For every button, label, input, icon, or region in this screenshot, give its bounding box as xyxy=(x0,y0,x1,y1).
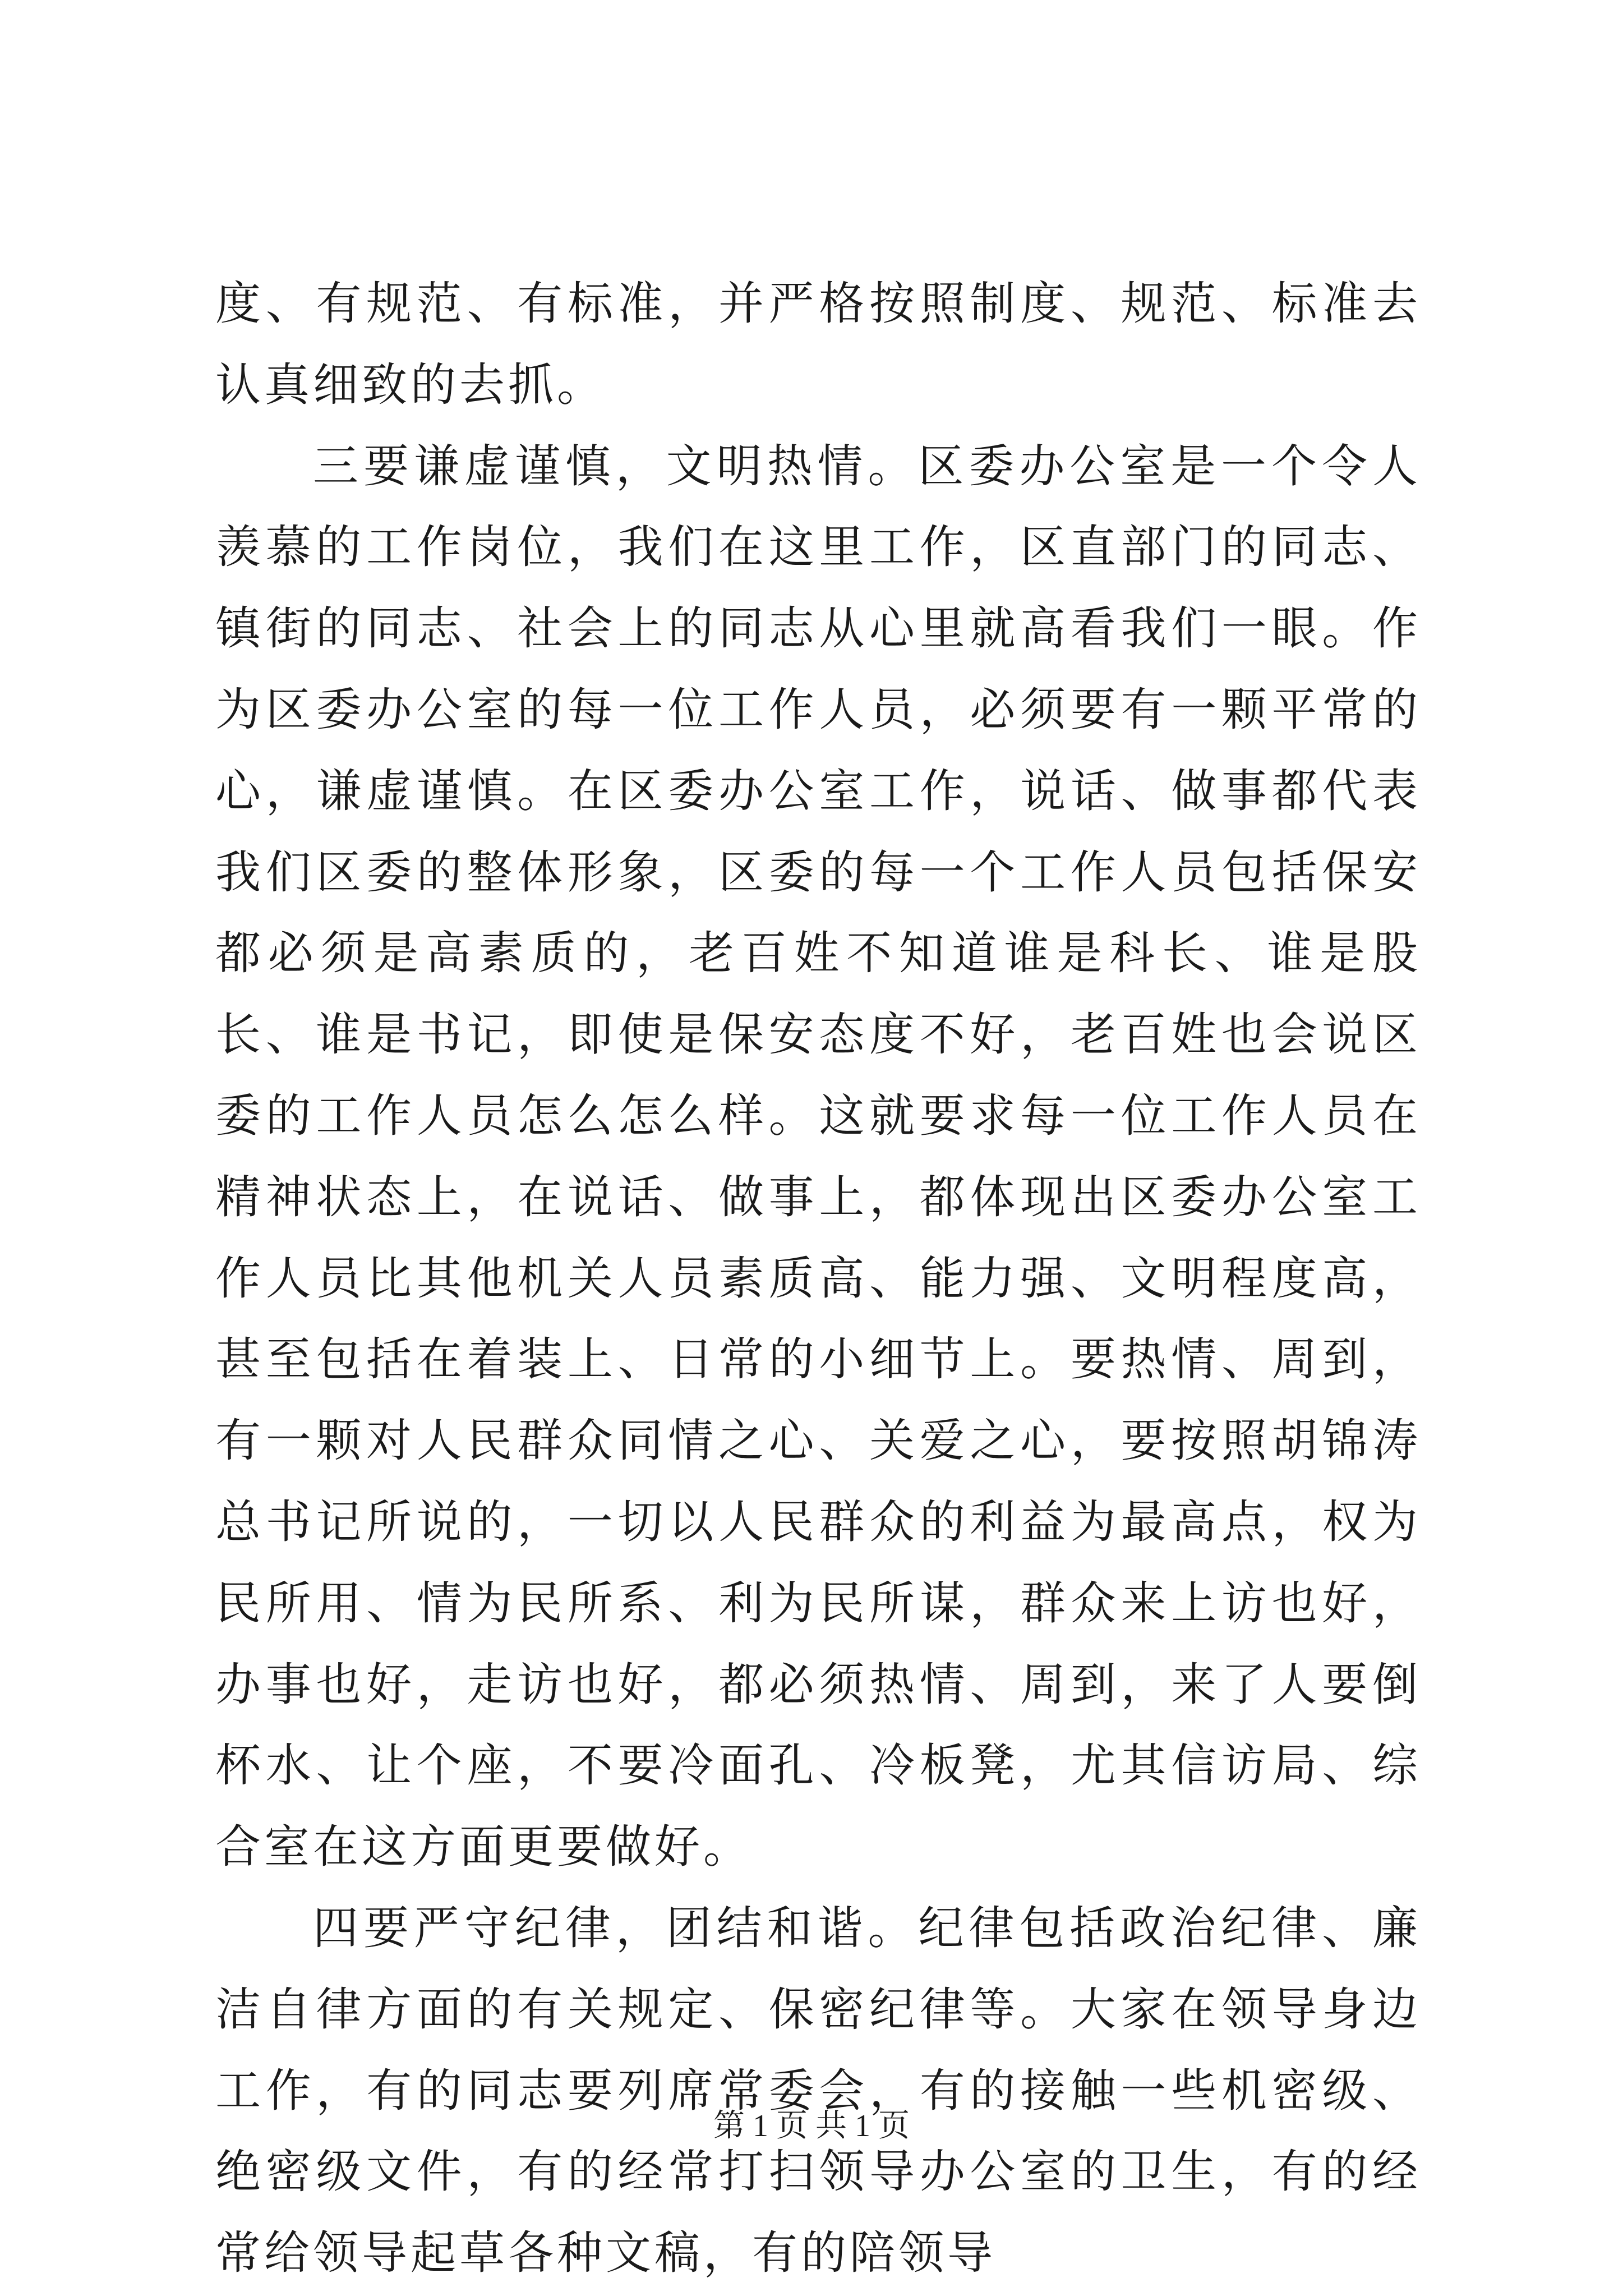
page-footer: 第 1 页 共 1 页 xyxy=(713,2109,910,2143)
paragraph-1: 度、有规范、有标准，并严格按照制度、规范、标准去认真细致的去抓。 xyxy=(215,278,1421,412)
paragraph-2: 三要谦虚谨慎，文明热情。区委办公室是一个令人羡慕的工作岗位，我们在这里工作，区直部门的同志、镇街的同志、社会上的同志从心里就高看我们一眼。作为区委办公室的每一位工作人员，必须要有一颗平常的心，谦虚谨慎。在区委办公室工作，说话、做事都代表我们区委的整体形象，区委的每一个工作人员包括保安都必须是高素质的，老百姓不知道谁是科长、谁是股长、谁是书记，即使是保安态度不好，老百姓也会说区委的工作人员怎么怎么样。这就要求每一位工作人员在精神状态上，在说话、做事上，都体现出区委办公室工作人员比其他机关人员素质高、能力强、文明程度高，甚至包括在着装上、日常的小细节上。要热情、周到，有一颗对人民群众同情之心、关爱之心，要按照胡锦涛总书记所说的，一切以人民群众的利益为最高点，权为民所用、情为民所系、利为民所谋，群众来上访也好，办事也好，走访也好，都必须热情、周到，来了人要倒杯水、让个座，不要冷面孔、冷板凳，尤其信访局、综合室在这方面更要做好。 xyxy=(215,440,1421,1874)
document-body xyxy=(215,264,1421,2294)
paragraph-3: 四要严守纪律，团结和谐。纪律包括政治纪律、廉洁自律方面的有关规定、保密纪律等。大家在领导身边工作，有的同志要列席常委会，有的接触一些机密级、绝密级文件，有的经常打扫领导办公室的卫生，有的经常给领导起草各种文稿，有的陪领导 xyxy=(215,1902,1421,2280)
